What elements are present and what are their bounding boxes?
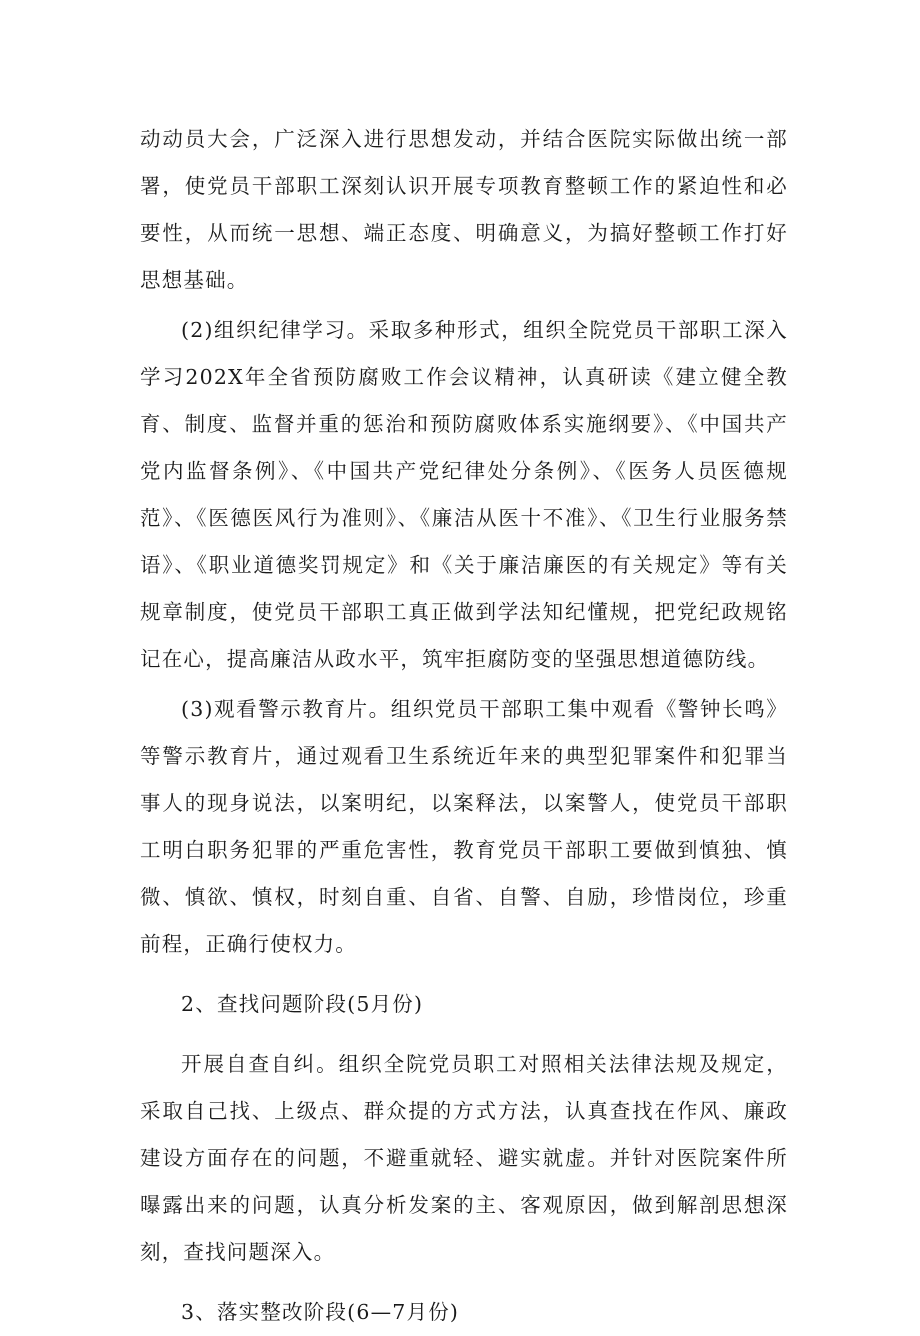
stage-2-heading: 2、查找问题阶段(5月份) <box>181 992 424 1016</box>
paragraph-intro-continued: 动动员大会，广泛深入进行思想发动，并结合医院实际做出统一部署，使党员干部职工深刻认识开展专项教育整顿工作的紧迫性和必要性，从而统一思想、端正态度、明确意义，为搞好整顿工作打好思想基础。 <box>140 127 788 292</box>
document-body <box>140 116 788 1336</box>
stage-3-heading: 3、落实整改阶段(6—7月份) <box>181 1300 460 1324</box>
stage-2-body: 开展自查自纠。组织全院党员职工对照相关法律法规及规定，采取自己找、上级点、群众提的方式方法，认真查找在作风、廉政建设方面存在的问题，不避重就轻、避实就虚。并针对医院案件所曝露出来的问题，认真分析发案的主、客观原因，做到解剖思想深刻，查找问题深入。 <box>140 1052 788 1264</box>
paragraph-discipline-study: (2)组织纪律学习。采取多种形式，组织全院党员干部职工深入学习202X年全省预防腐败工作会议精神，认真研读《建立健全教育、制度、监督并重的惩治和预防腐败体系实施纲要》、《中国共产党内监督条例》、《中国共产党纪律处分条例》、《医务人员医德规范》、《医德医风行为准则》、《廉洁从医十不准》、《卫生行业服务禁语》、《职业道德奖罚规定》和《关于廉洁廉医的有关规定》等有关规章制度，使党员干部职工真正做到学法知纪懂规，把党纪政规铭记在心，提高廉洁从政水平，筑牢拒腐防变的坚强思想道德防线。 <box>140 318 788 671</box>
paragraph-warning-film: (3)观看警示教育片。组织党员干部职工集中观看《警钟长鸣》等警示教育片，通过观看卫生系统近年来的典型犯罪案件和犯罪当事人的现身说法，以案明纪，以案释法，以案警人，使党员干部职工明白职务犯罪的严重危害性，教育党员干部职工要做到慎独、慎微、慎欲、慎权，时刻自重、自省、自警、自励，珍惜岗位，珍重前程，正确行使权力。 <box>140 697 788 956</box>
